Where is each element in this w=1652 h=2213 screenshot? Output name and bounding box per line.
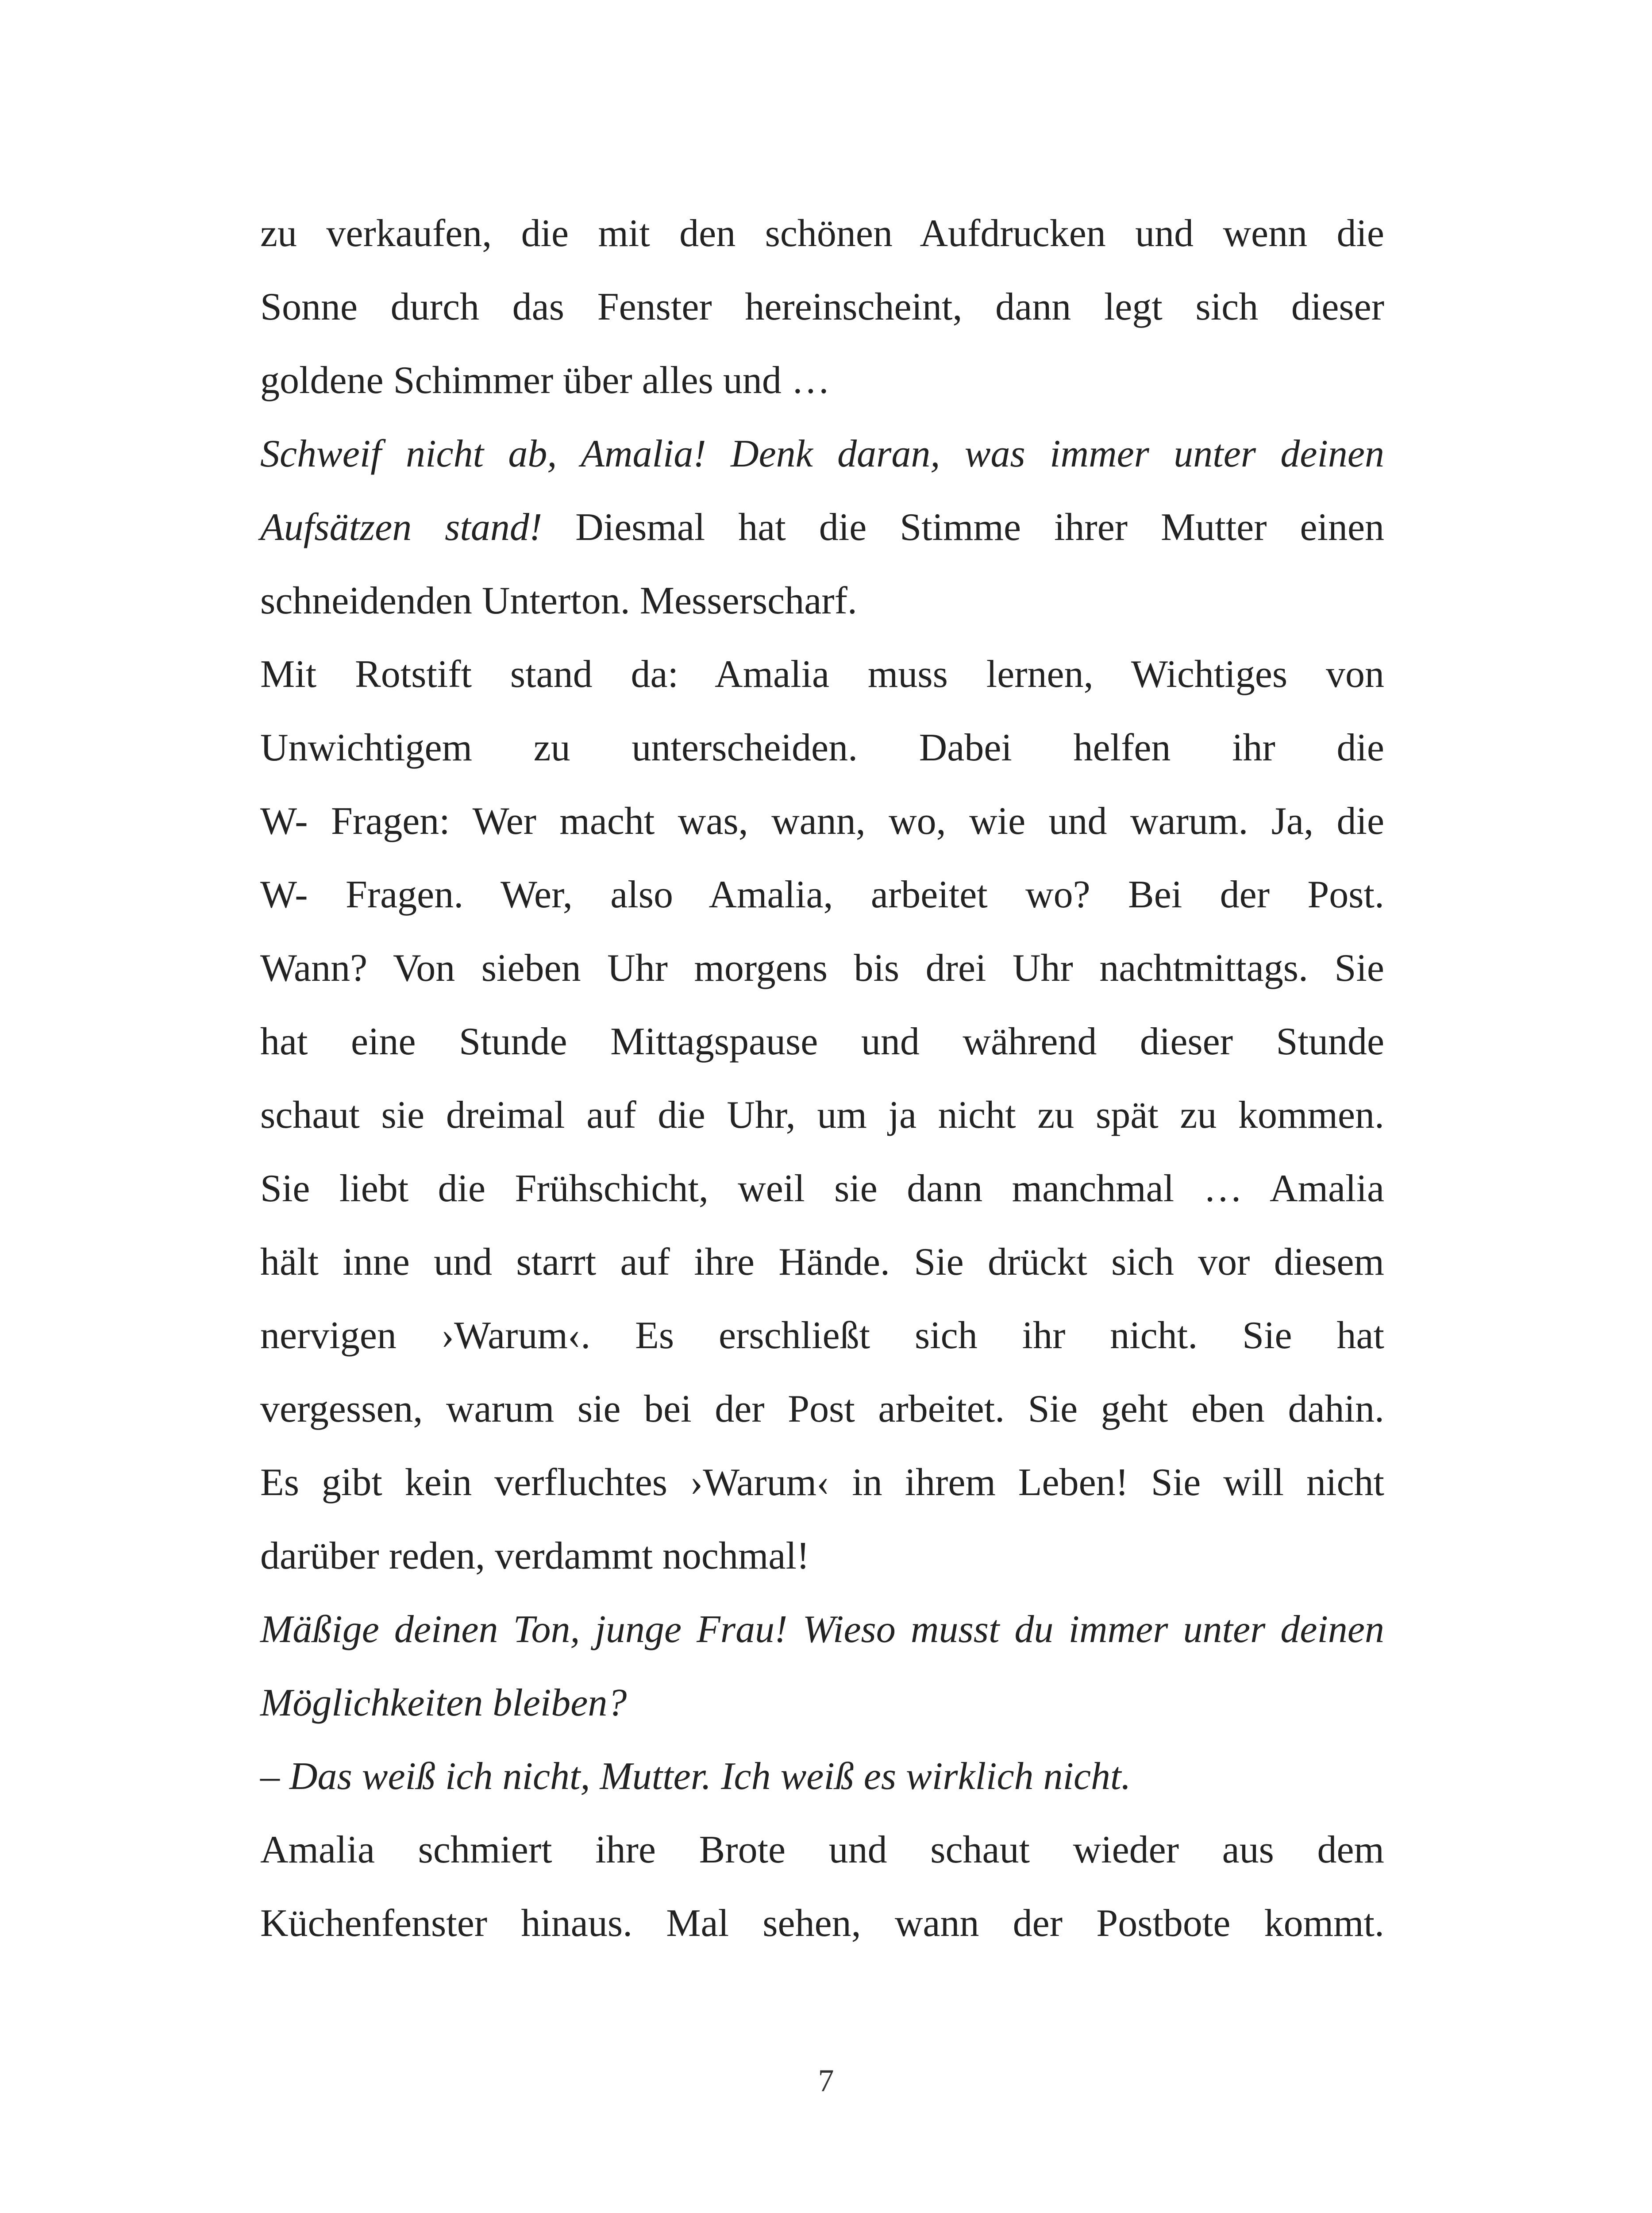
- page-number: 7: [818, 2063, 834, 2098]
- text-line: [260, 1299, 1384, 1373]
- text-line: [260, 564, 1384, 638]
- italic-text-segment: – Das weiß ich nicht, Mutter. Ich weiß es wirklich nicht.: [260, 1755, 1131, 1798]
- text-segment: Wann? Von sieben Uhr morgens bis drei Uhr nachtmittags. Sie: [260, 947, 1384, 990]
- text-line: [260, 1446, 1384, 1519]
- text-line: [260, 1887, 1384, 1960]
- italic-text-segment: Aufsätzen stand!: [260, 506, 543, 549]
- text-line: [260, 858, 1384, 932]
- body-text: [260, 197, 1384, 1960]
- text-segment: schneidenden Unterton. Messerscharf.: [260, 579, 857, 622]
- text-line: [260, 417, 1384, 491]
- text-segment: schaut sie dreimal auf die Uhr, um ja nicht zu spät zu kommen.: [260, 1094, 1384, 1137]
- text-segment: Diesmal hat die Stimme ihrer Mutter einen: [542, 506, 1385, 549]
- italic-text-segment: Mäßige deinen Ton, junge Frau! Wieso musst du immer unter deinen: [260, 1608, 1384, 1651]
- text-segment: Mit Rotstift stand da: Amalia muss lernen, Wichtiges von: [260, 653, 1384, 696]
- text-line: [260, 932, 1384, 1005]
- text-segment: darüber reden, verdammt nochmal!: [260, 1534, 810, 1577]
- text-segment: hat eine Stunde Mittagspause und während dieser Stunde: [260, 1020, 1384, 1063]
- text-line: [260, 1813, 1384, 1887]
- text-segment: vergessen, warum sie bei der Post arbeitet. Sie geht eben dahin.: [260, 1388, 1384, 1430]
- italic-text-segment: Schweif nicht ab, Amalia! Denk daran, was immer unter deinen: [260, 432, 1384, 475]
- text-line: [260, 491, 1384, 564]
- text-line: [260, 1226, 1384, 1299]
- text-segment: nervigen ›Warum‹. Es erschließt sich ihr nicht. Sie hat: [260, 1314, 1384, 1357]
- text-segment: W- Fragen. Wer, also Amalia, arbeitet wo? Bei der Post.: [260, 873, 1384, 916]
- text-line: [260, 638, 1384, 711]
- text-line: [260, 1593, 1384, 1666]
- text-segment: Sonne durch das Fenster hereinscheint, dann legt sich dieser: [260, 285, 1384, 328]
- text-line: [260, 1373, 1384, 1446]
- text-line: [260, 711, 1384, 785]
- text-line: [260, 1079, 1384, 1152]
- text-line: [260, 1005, 1384, 1079]
- italic-text-segment: Möglichkeiten bleiben?: [260, 1681, 627, 1724]
- text-line: [260, 1519, 1384, 1593]
- text-line: [260, 344, 1384, 417]
- text-segment: W- Fragen: Wer macht was, wann, wo, wie und warum. Ja, die: [260, 800, 1384, 843]
- text-segment: Amalia schmiert ihre Brote und schaut wieder aus dem: [260, 1828, 1384, 1871]
- text-line: [260, 1152, 1384, 1226]
- text-segment: Küchenfenster hinaus. Mal sehen, wann der Postbote kommt.: [260, 1902, 1384, 1945]
- text-segment: goldene Schimmer über alles und …: [260, 359, 830, 402]
- text-segment: Unwichtigem zu unterscheiden. Dabei helfen ihr die: [260, 726, 1384, 769]
- text-line: [260, 1740, 1384, 1813]
- text-segment: Es gibt kein verfluchtes ›Warum‹ in ihrem Leben! Sie will nicht: [260, 1461, 1384, 1504]
- text-line: [260, 1666, 1384, 1740]
- text-line: [260, 270, 1384, 344]
- text-line: [260, 197, 1384, 270]
- text-segment: hält inne und starrt auf ihre Hände. Sie drückt sich vor diesem: [260, 1241, 1384, 1284]
- text-segment: zu verkaufen, die mit den schönen Aufdrucken und wenn die: [260, 212, 1384, 255]
- text-line: [260, 785, 1384, 858]
- text-segment: Sie liebt die Frühschicht, weil sie dann manchmal … Amalia: [260, 1167, 1384, 1210]
